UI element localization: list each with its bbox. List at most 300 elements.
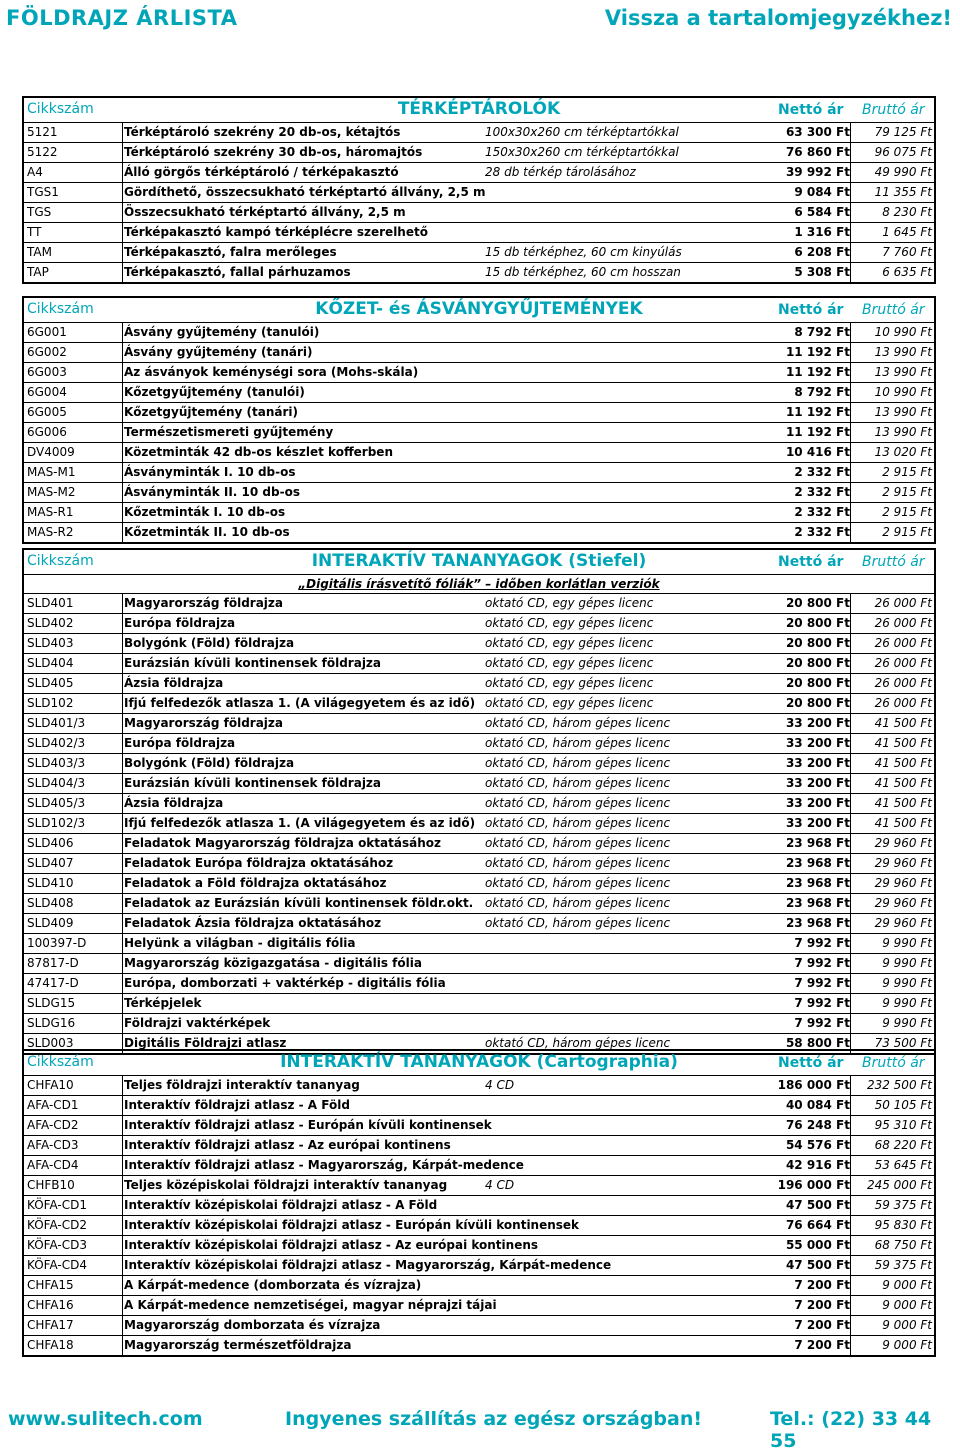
cell-desc: oktató CD, egy gépes licenc	[485, 596, 654, 610]
cell-code: CHFA17	[27, 1318, 74, 1332]
cell-gross: 9 990 Ft	[882, 1016, 932, 1030]
table-row	[24, 694, 934, 714]
cell-name: Kőzetgyűjtemény (tanári)	[124, 405, 299, 419]
table-row	[24, 934, 934, 954]
cell-code: 6G001	[27, 325, 67, 339]
cell-net: 11 192 Ft	[785, 425, 850, 439]
cell-desc: 150x30x260 cm térképtartókkal	[485, 145, 679, 159]
cell-code: SLD102	[27, 696, 74, 710]
cell-code: DV4009	[27, 445, 75, 459]
cell-name: Interaktív földrajzi atlasz - A Föld	[124, 1098, 350, 1112]
table-row	[24, 1116, 934, 1136]
cell-name: Eurázsián kívüli kontinensek földrajza	[124, 776, 382, 790]
cell-gross: 2 915 Ft	[882, 485, 932, 499]
cell-net: 2 332 Ft	[794, 465, 850, 479]
column-header-code: Cikkszám	[27, 1054, 94, 1070]
table-row	[24, 1236, 934, 1256]
cell-net: 7 992 Ft	[794, 936, 850, 950]
back-to-contents-link[interactable]: Vissza a tartalomjegyzékhez!	[604, 6, 952, 30]
cell-code: SLD405/3	[27, 796, 86, 810]
column-header-code: Cikkszám	[27, 553, 94, 569]
cell-gross: 9 000 Ft	[882, 1318, 932, 1332]
cell-gross: 1 645 Ft	[882, 225, 932, 239]
cell-code: SLD406	[27, 836, 74, 850]
cell-name: Ásvány gyűjtemény (tanári)	[124, 345, 313, 359]
table-row	[24, 503, 934, 523]
column-header-net: Nettó ár	[778, 554, 844, 570]
cell-net: 76 248 Ft	[785, 1118, 850, 1132]
cell-desc: 4 CD	[485, 1078, 515, 1092]
column-header-gross: Bruttó ár	[862, 1055, 925, 1071]
cell-code: CHFA18	[27, 1338, 74, 1352]
cell-net: 63 300 Ft	[785, 125, 850, 139]
cell-gross: 9 000 Ft	[882, 1278, 932, 1292]
cell-gross: 68 220 Ft	[874, 1138, 932, 1152]
cell-net: 23 968 Ft	[785, 876, 850, 890]
cell-desc: oktató CD, egy gépes licenc	[485, 656, 654, 670]
cell-gross: 232 500 Ft	[866, 1078, 932, 1092]
cell-code: TAP	[27, 265, 49, 279]
section-header	[24, 298, 934, 323]
section-header	[24, 1051, 934, 1076]
cell-name: Bolygónk (Föld) földrajza	[124, 636, 295, 650]
cell-name: Interaktív középiskolai földrajzi atlasz - Európán kívüli kontinensek	[124, 1218, 580, 1232]
table-row	[24, 1196, 934, 1216]
cell-gross: 53 645 Ft	[874, 1158, 932, 1172]
cell-code: SLD409	[27, 916, 74, 930]
cell-desc: oktató CD, három gépes licenc	[485, 856, 671, 870]
cell-code: KÖFA-CD1	[27, 1198, 87, 1212]
cell-code: CHFA15	[27, 1278, 74, 1292]
cell-name: Ifjú felfedezők atlasza 1. (A világegyetem és az idő)	[124, 816, 476, 830]
footer	[0, 1408, 960, 1452]
cell-name: Ifjú felfedezők atlasza 1. (A világegyetem és az idő)	[124, 696, 476, 710]
cell-net: 20 800 Ft	[785, 656, 850, 670]
cell-desc: oktató CD, három gépes licenc	[485, 816, 671, 830]
cell-name: Magyarország természetföldrajza	[124, 1338, 352, 1352]
cell-desc: oktató CD, három gépes licenc	[485, 876, 671, 890]
cell-net: 39 992 Ft	[785, 165, 850, 179]
cell-name: Interaktív földrajzi atlasz - Európán kívüli kontinensek	[124, 1118, 492, 1132]
cell-net: 2 332 Ft	[794, 505, 850, 519]
table-row	[24, 1014, 934, 1034]
cell-gross: 26 000 Ft	[874, 596, 932, 610]
cell-net: 186 000 Ft	[777, 1078, 850, 1092]
cell-net: 47 500 Ft	[785, 1258, 850, 1272]
cell-gross: 79 125 Ft	[874, 125, 932, 139]
table-row	[24, 1336, 934, 1355]
cell-gross: 95 310 Ft	[874, 1118, 932, 1132]
cell-net: 11 192 Ft	[785, 405, 850, 419]
cell-name: A Kárpát-medence (domborzata és vízrajza)	[124, 1278, 422, 1292]
cell-net: 8 792 Ft	[794, 385, 850, 399]
cell-code: SLD408	[27, 896, 74, 910]
cell-code: AFA-CD3	[27, 1138, 79, 1152]
table-row	[24, 523, 934, 542]
cell-desc: oktató CD, egy gépes licenc	[485, 616, 654, 630]
cell-code: AFA-CD4	[27, 1158, 79, 1172]
table-row	[24, 594, 934, 614]
cell-name: Interaktív középiskolai földrajzi atlasz - Az európai kontinens	[124, 1238, 539, 1252]
cell-net: 6 208 Ft	[794, 245, 850, 259]
cell-gross: 95 830 Ft	[874, 1218, 932, 1232]
cell-net: 33 200 Ft	[785, 756, 850, 770]
cell-name: Magyarország domborzata és vízrajza	[124, 1318, 381, 1332]
table-row	[24, 423, 934, 443]
cell-gross: 9 990 Ft	[882, 956, 932, 970]
column-header-gross: Bruttó ár	[862, 554, 925, 570]
table-row	[24, 323, 934, 343]
cell-net: 196 000 Ft	[777, 1178, 850, 1192]
cell-net: 42 916 Ft	[785, 1158, 850, 1172]
table-row	[24, 954, 934, 974]
table-row	[24, 914, 934, 934]
cell-net: 33 200 Ft	[785, 776, 850, 790]
cell-desc: 15 db térképhez, 60 cm hosszan	[485, 265, 681, 279]
shipping-note: Ingyenes szállítás az egész országban!	[285, 1408, 703, 1430]
cell-net: 7 200 Ft	[794, 1298, 850, 1312]
cell-code: SLDG16	[27, 1016, 76, 1030]
cell-code: MAS-R2	[27, 525, 74, 539]
website-link[interactable]: www.sulitech.com	[8, 1408, 203, 1430]
cell-net: 7 200 Ft	[794, 1278, 850, 1292]
cell-net: 23 968 Ft	[785, 896, 850, 910]
cell-desc: 4 CD	[485, 1178, 515, 1192]
table-row	[24, 1136, 934, 1156]
cell-code: CHFA10	[27, 1078, 74, 1092]
cell-desc: oktató CD, egy gépes licenc	[485, 696, 654, 710]
cell-code: 87817-D	[27, 956, 79, 970]
cell-name: Ásvány gyűjtemény (tanulói)	[124, 325, 320, 339]
cell-desc: oktató CD, egy gépes licenc	[485, 676, 654, 690]
table-row	[24, 483, 934, 503]
cell-code: CHFB10	[27, 1178, 75, 1192]
cell-code: SLD403/3	[27, 756, 86, 770]
cell-net: 47 500 Ft	[785, 1198, 850, 1212]
cell-name: Ázsia földrajza	[124, 676, 224, 690]
cell-net: 23 968 Ft	[785, 856, 850, 870]
cell-gross: 10 990 Ft	[874, 325, 932, 339]
cell-name: Térképjelek	[124, 996, 202, 1010]
cell-net: 33 200 Ft	[785, 736, 850, 750]
cell-gross: 26 000 Ft	[874, 696, 932, 710]
cell-name: Közetminták 42 db-os készlet kofferben	[124, 445, 393, 459]
cell-gross: 2 915 Ft	[882, 465, 932, 479]
table-row	[24, 1256, 934, 1276]
cell-name: Interaktív középiskolai földrajzi atlasz - A Föld	[124, 1198, 438, 1212]
table-row	[24, 243, 934, 263]
cell-gross: 49 990 Ft	[874, 165, 932, 179]
table-row	[24, 814, 934, 834]
table-row	[24, 383, 934, 403]
cell-net: 5 308 Ft	[794, 265, 850, 279]
cell-gross: 245 000 Ft	[866, 1178, 932, 1192]
cell-desc: oktató CD, három gépes licenc	[485, 836, 671, 850]
cell-code: SLD403	[27, 636, 74, 650]
cell-net: 8 792 Ft	[794, 325, 850, 339]
section-title: TÉRKÉPTÁROLÓK	[397, 99, 561, 119]
cell-name: Földrajzi vaktérképek	[124, 1016, 271, 1030]
cell-desc: oktató CD, három gépes licenc	[485, 1036, 671, 1050]
cell-code: KÖFA-CD4	[27, 1258, 87, 1272]
cell-name: Eurázsián kívüli kontinensek földrajza	[124, 656, 382, 670]
price-section	[22, 548, 936, 1055]
cell-code: MAS-R1	[27, 505, 74, 519]
section-subtitle: „Digitális írásvetítő fóliák” – időben korlátlan verziók	[24, 575, 934, 594]
column-header-gross: Bruttó ár	[862, 102, 925, 118]
table-row	[24, 343, 934, 363]
cell-gross: 2 915 Ft	[882, 505, 932, 519]
table-row	[24, 263, 934, 282]
table-row	[24, 463, 934, 483]
cell-net: 6 584 Ft	[794, 205, 850, 219]
cell-desc: oktató CD, egy gépes licenc	[485, 636, 654, 650]
cell-name: Teljes középiskolai földrajzi interaktív tananyag	[124, 1178, 448, 1192]
cell-name: Összecsukható térképtartó állvány, 2,5 m	[124, 205, 406, 219]
cell-desc: oktató CD, három gépes licenc	[485, 796, 671, 810]
cell-name: Ásványminták II. 10 db-os	[124, 485, 300, 499]
cell-gross: 7 760 Ft	[882, 245, 932, 259]
cell-name: Az ásványok keménységi sora (Mohs-skála)	[124, 365, 419, 379]
cell-net: 23 968 Ft	[785, 916, 850, 930]
cell-net: 20 800 Ft	[785, 696, 850, 710]
cell-code: CHFA16	[27, 1298, 74, 1312]
cell-name: Interaktív földrajzi atlasz - Az európai kontinens	[124, 1138, 451, 1152]
cell-code: 47417-D	[27, 976, 79, 990]
cell-net: 9 084 Ft	[794, 185, 850, 199]
cell-net: 7 992 Ft	[794, 1016, 850, 1030]
phone-number: Tel.: (22) 33 44 55	[770, 1408, 932, 1452]
cell-code: 5121	[27, 125, 58, 139]
cell-code: 6G006	[27, 425, 67, 439]
cell-net: 23 968 Ft	[785, 836, 850, 850]
table-row	[24, 894, 934, 914]
cell-code: SLD410	[27, 876, 74, 890]
cell-gross: 11 355 Ft	[874, 185, 932, 199]
column-header-net: Nettó ár	[778, 1055, 844, 1071]
cell-code: MAS-M1	[27, 465, 76, 479]
table-row	[24, 123, 934, 143]
cell-name: Térképtároló szekrény 20 db-os, kétajtós	[124, 125, 401, 139]
cell-code: SLD407	[27, 856, 74, 870]
table-row	[24, 794, 934, 814]
cell-name: Bolygónk (Föld) földrajza	[124, 756, 295, 770]
cell-name: Kőzetgyűjtemény (tanulói)	[124, 385, 305, 399]
cell-gross: 41 500 Ft	[874, 816, 932, 830]
cell-name: Magyarország földrajza	[124, 596, 283, 610]
cell-gross: 9 000 Ft	[882, 1298, 932, 1312]
cell-code: 100397-D	[27, 936, 87, 950]
cell-name: Digitális Földrajzi atlasz	[124, 1036, 287, 1050]
cell-code: 5122	[27, 145, 58, 159]
table-row	[24, 363, 934, 383]
cell-net: 7 992 Ft	[794, 956, 850, 970]
cell-code: TT	[27, 225, 42, 239]
table-row	[24, 614, 934, 634]
cell-gross: 41 500 Ft	[874, 796, 932, 810]
cell-gross: 9 000 Ft	[882, 1338, 932, 1352]
cell-net: 54 576 Ft	[785, 1138, 850, 1152]
cell-net: 2 332 Ft	[794, 525, 850, 539]
top-bar	[0, 0, 960, 40]
cell-gross: 96 075 Ft	[874, 145, 932, 159]
table-row	[24, 654, 934, 674]
price-section	[22, 1049, 936, 1357]
table-row	[24, 974, 934, 994]
cell-net: 10 416 Ft	[785, 445, 850, 459]
cell-name: Feladatok Ázsia földrajza oktatásához	[124, 916, 382, 930]
cell-net: 7 200 Ft	[794, 1318, 850, 1332]
column-header-code: Cikkszám	[27, 301, 94, 317]
cell-name: Magyarország földrajza	[124, 716, 283, 730]
cell-name: Ásványminták I. 10 db-os	[124, 465, 296, 479]
cell-net: 76 860 Ft	[785, 145, 850, 159]
column-header-code: Cikkszám	[27, 101, 94, 117]
cell-gross: 9 990 Ft	[882, 996, 932, 1010]
cell-net: 20 800 Ft	[785, 676, 850, 690]
cell-desc: 100x30x260 cm térképtartókkal	[485, 125, 679, 139]
cell-gross: 59 375 Ft	[874, 1258, 932, 1272]
page-title: FÖLDRAJZ ÁRLISTA	[6, 6, 238, 30]
cell-net: 76 664 Ft	[785, 1218, 850, 1232]
cell-gross: 29 960 Ft	[874, 876, 932, 890]
cell-net: 20 800 Ft	[785, 616, 850, 630]
cell-net: 1 316 Ft	[794, 225, 850, 239]
cell-code: SLDG15	[27, 996, 76, 1010]
cell-code: 6G002	[27, 345, 67, 359]
cell-name: Ázsia földrajza	[124, 796, 224, 810]
cell-gross: 26 000 Ft	[874, 676, 932, 690]
cell-name: Álló görgős térképtároló / térképakasztó	[124, 165, 399, 179]
cell-net: 7 992 Ft	[794, 996, 850, 1010]
table-row	[24, 754, 934, 774]
cell-name: Magyarország közigazgatása - digitális fólia	[124, 956, 422, 970]
table-row	[24, 874, 934, 894]
cell-code: KÖFA-CD3	[27, 1238, 87, 1252]
cell-code: TGS1	[27, 185, 59, 199]
table-row	[24, 1076, 934, 1096]
cell-name: Interaktív földrajzi atlasz - Magyarország, Kárpát-medence	[124, 1158, 524, 1172]
table-row	[24, 183, 934, 203]
cell-code: TGS	[27, 205, 52, 219]
cell-desc: oktató CD, három gépes licenc	[485, 776, 671, 790]
cell-code: A4	[27, 165, 43, 179]
cell-gross: 29 960 Ft	[874, 896, 932, 910]
cell-net: 7 200 Ft	[794, 1338, 850, 1352]
cell-name: Feladatok Magyarország földrajza oktatásához	[124, 836, 441, 850]
cell-code: AFA-CD1	[27, 1098, 79, 1112]
cell-code: SLD404	[27, 656, 74, 670]
cell-gross: 29 960 Ft	[874, 856, 932, 870]
cell-name: Térképakasztó, falra merőleges	[124, 245, 337, 259]
table-row	[24, 1096, 934, 1116]
price-section	[22, 296, 936, 544]
cell-name: Helyünk a világban - digitális fólia	[124, 936, 356, 950]
cell-desc: oktató CD, három gépes licenc	[485, 756, 671, 770]
table-row	[24, 443, 934, 463]
cell-desc: oktató CD, három gépes licenc	[485, 916, 671, 930]
cell-gross: 50 105 Ft	[874, 1098, 932, 1112]
cell-code: SLD102/3	[27, 816, 86, 830]
cell-desc: 15 db térképhez, 60 cm kinyúlás	[485, 245, 682, 259]
cell-gross: 59 375 Ft	[874, 1198, 932, 1212]
cell-gross: 29 960 Ft	[874, 836, 932, 850]
cell-net: 20 800 Ft	[785, 596, 850, 610]
cell-code: AFA-CD2	[27, 1118, 79, 1132]
cell-gross: 8 230 Ft	[882, 205, 932, 219]
cell-code: SLD402/3	[27, 736, 86, 750]
table-row	[24, 143, 934, 163]
table-row	[24, 714, 934, 734]
section-title: KŐZET- és ÁSVÁNYGYŰJTEMÉNYEK	[315, 299, 643, 319]
cell-name: Kőzetminták II. 10 db-os	[124, 525, 290, 539]
cell-code: SLD404/3	[27, 776, 86, 790]
cell-gross: 13 990 Ft	[874, 345, 932, 359]
cell-code: SLD405	[27, 676, 74, 690]
cell-code: SLD401/3	[27, 716, 86, 730]
section-title: INTERAKTÍV TANANYAGOK (Stiefel)	[311, 551, 647, 571]
cell-gross: 29 960 Ft	[874, 916, 932, 930]
table-row	[24, 854, 934, 874]
table-row	[24, 834, 934, 854]
table-row	[24, 1176, 934, 1196]
table-row	[24, 634, 934, 654]
cell-code: 6G005	[27, 405, 67, 419]
cell-name: Európa földrajza	[124, 616, 236, 630]
cell-code: KÖFA-CD2	[27, 1218, 87, 1232]
column-header-gross: Bruttó ár	[862, 302, 925, 318]
table-row	[24, 674, 934, 694]
cell-name: Feladatok Európa földrajza oktatásához	[124, 856, 394, 870]
price-section	[22, 96, 936, 284]
section-header	[24, 98, 934, 123]
cell-net: 33 200 Ft	[785, 796, 850, 810]
cell-name: Gördíthető, összecsukható térképtartó állvány, 2,5 m	[124, 185, 486, 199]
cell-name: A Kárpát-medence nemzetiségei, magyar néprajzi tájai	[124, 1298, 497, 1312]
cell-gross: 10 990 Ft	[874, 385, 932, 399]
cell-net: 33 200 Ft	[785, 816, 850, 830]
cell-desc: oktató CD, három gépes licenc	[485, 736, 671, 750]
cell-name: Kőzetminták I. 10 db-os	[124, 505, 286, 519]
cell-gross: 41 500 Ft	[874, 756, 932, 770]
cell-net: 7 992 Ft	[794, 976, 850, 990]
cell-gross: 13 020 Ft	[874, 445, 932, 459]
cell-desc: 28 db térkép tárolásához	[485, 165, 636, 179]
section-title: INTERAKTÍV TANANYAGOK (Cartographia)	[280, 1052, 678, 1072]
table-row	[24, 1276, 934, 1296]
cell-net: 20 800 Ft	[785, 636, 850, 650]
cell-code: MAS-M2	[27, 485, 76, 499]
cell-net: 33 200 Ft	[785, 716, 850, 730]
cell-gross: 2 915 Ft	[882, 525, 932, 539]
cell-name: Európa földrajza	[124, 736, 236, 750]
table-row	[24, 163, 934, 183]
table-row	[24, 1296, 934, 1316]
table-row	[24, 403, 934, 423]
table-row	[24, 1216, 934, 1236]
cell-gross: 26 000 Ft	[874, 656, 932, 670]
cell-name: Térképakasztó, fallal párhuzamos	[124, 265, 351, 279]
table-row	[24, 1156, 934, 1176]
section-header	[24, 550, 934, 575]
cell-name: Természetismereti gyűjtemény	[124, 425, 334, 439]
cell-gross: 9 990 Ft	[882, 936, 932, 950]
cell-gross: 13 990 Ft	[874, 425, 932, 439]
column-header-net: Nettó ár	[778, 302, 844, 318]
table-row	[24, 994, 934, 1014]
cell-code: SLD401	[27, 596, 74, 610]
cell-code: SLD003	[27, 1036, 74, 1050]
